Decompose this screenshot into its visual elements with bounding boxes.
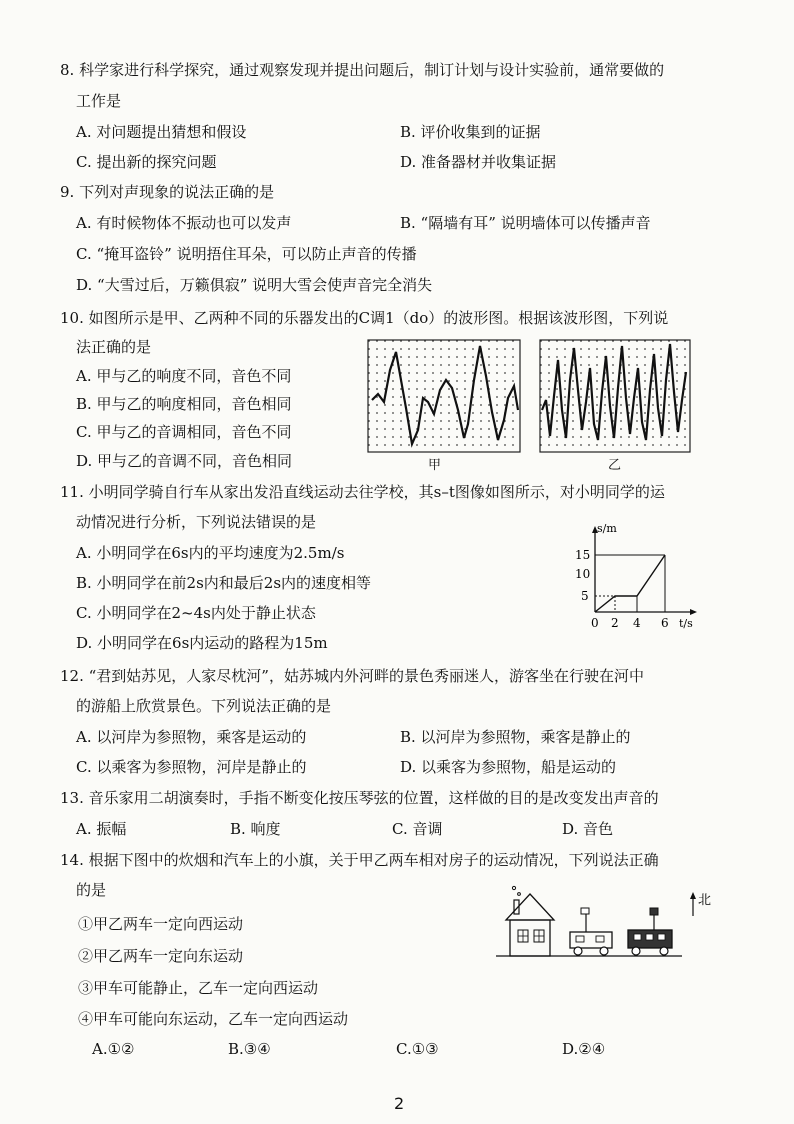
q14-option-a: A.①② <box>92 1040 135 1058</box>
q11-stem-line1: 11. 小明同学骑自行车从家出发沿直线运动去往学校，其s–t图像如图所示，对小明同学的运 <box>60 483 665 501</box>
st-graph-x-tick-0: 0 <box>591 616 599 630</box>
q13-option-c: C. 音调 <box>392 820 443 838</box>
q9-option-c: C. “掩耳盗铃” 说明捂住耳朵，可以防止声音的传播 <box>76 245 417 263</box>
q14-stem-line1: 14. 根据下图中的炊烟和汽车上的小旗，关于甲乙两车相对房子的运动情况，下列说法正确 <box>60 851 659 869</box>
q13-option-b: B. 响度 <box>230 820 281 838</box>
q10-stem-line2: 法正确的是 <box>76 338 152 356</box>
q9-option-b: B. “隔墙有耳” 说明墙体可以传播声音 <box>400 214 651 232</box>
q9-option-a: A. 有时候物体不振动也可以发声 <box>76 214 292 232</box>
q14-option-c: C.①③ <box>396 1040 439 1058</box>
q11-option-b: B. 小明同学在前2s内和最后2s内的速度相等 <box>76 574 372 592</box>
q8-option-d: D. 准备器材并收集证据 <box>400 153 557 171</box>
waveform-yi-label: 乙 <box>608 458 622 473</box>
q10-option-c: C. 甲与乙的音调相同，音色不同 <box>76 423 292 441</box>
q14-stem-line2: 的是 <box>76 881 107 899</box>
waveform-jia-label: 甲 <box>428 458 442 473</box>
st-graph <box>575 520 705 630</box>
q13-option-a: A. 振幅 <box>76 820 127 838</box>
q14-option-b: B.③④ <box>228 1040 271 1058</box>
q10-stem-line1: 10. 如图所示是甲、乙两种不同的乐器发出的C调1（do）的波形图。根据该波形图，下列说 <box>60 309 669 327</box>
q14-option-d: D.②④ <box>562 1040 606 1058</box>
q11-option-d: D. 小明同学在6s内运动的路程为15m <box>76 634 328 652</box>
q11-option-c: C. 小明同学在2~4s内处于静止状态 <box>76 604 316 622</box>
st-graph-x-unit: t/s <box>679 617 693 630</box>
waveform-jia-figure <box>368 340 520 452</box>
q8-stem-line1: 8. 科学家进行科学探究，通过观察发现并提出问题后，制订计划与设计实验前，通常要做的 <box>60 61 665 79</box>
q9-stem: 9. 下列对声现象的说法正确的是 <box>60 183 275 201</box>
q8-option-b: B. 评价收集到的证据 <box>400 123 541 141</box>
q12-stem-line1: 12. “君到姑苏见，人家尽枕河”，姑苏城内外河畔的景色秀丽迷人，游客坐在行驶在河中 <box>60 667 644 685</box>
q13-stem: 13. 音乐家用二胡演奏时，手指不断变化按压琴弦的位置，这样做的目的是改变发出声音的 <box>60 789 659 807</box>
q10-option-d: D. 甲与乙的音调不同，音色相同 <box>76 452 293 470</box>
q9-option-d: D. “大雪过后，万籁俱寂” 说明大雪会使声音完全消失 <box>76 276 433 294</box>
st-graph-x-tick-6: 6 <box>661 616 669 630</box>
st-graph-line <box>595 555 665 612</box>
q12-option-b: B. 以河岸为参照物，乘客是静止的 <box>400 728 631 746</box>
st-graph-x-tick-2: 2 <box>611 616 619 630</box>
waveform-yi-figure <box>540 340 690 452</box>
q14-statement-2: ②甲乙两车一定向东运动 <box>78 947 244 965</box>
q10-option-b: B. 甲与乙的响度相同，音色相同 <box>76 395 292 413</box>
house-cars-figure <box>492 880 722 960</box>
q12-stem-line2: 的游船上欣赏景色。下列说法正确的是 <box>76 697 332 715</box>
st-graph-x-tick-4: 4 <box>633 616 641 630</box>
q14-statement-4: ④甲车可能向东运动，乙车一定向西运动 <box>78 1010 349 1028</box>
q12-option-a: A. 以河岸为参照物，乘客是运动的 <box>76 728 307 746</box>
q13-option-d: D. 音色 <box>562 820 614 838</box>
q8-option-a: A. 对问题提出猜想和假设 <box>76 123 247 141</box>
north-label: 北 <box>698 893 712 908</box>
st-graph-y-unit: s/m <box>597 522 617 535</box>
q14-statement-3: ③甲车可能静止，乙车一定向西运动 <box>78 979 319 997</box>
page-number: 2 <box>394 1094 405 1113</box>
st-graph-y-tick-10: 10 <box>575 567 591 581</box>
q10-option-a: A. 甲与乙的响度不同，音色不同 <box>76 367 292 385</box>
q11-stem-line2: 动情况进行分析，下列说法错误的是 <box>76 513 317 531</box>
q12-option-c: C. 以乘客为参照物，河岸是静止的 <box>76 758 307 776</box>
q14-statement-1: ①甲乙两车一定向西运动 <box>78 915 244 933</box>
q8-stem-line2: 工作是 <box>76 92 122 110</box>
st-graph-y-tick-15: 15 <box>575 548 591 562</box>
st-graph-y-tick-5: 5 <box>581 589 589 603</box>
q11-option-a: A. 小明同学在6s内的平均速度为2.5m/s <box>76 544 345 562</box>
q12-option-d: D. 以乘客为参照物，船是运动的 <box>400 758 617 776</box>
q8-option-c: C. 提出新的探究问题 <box>76 153 217 171</box>
